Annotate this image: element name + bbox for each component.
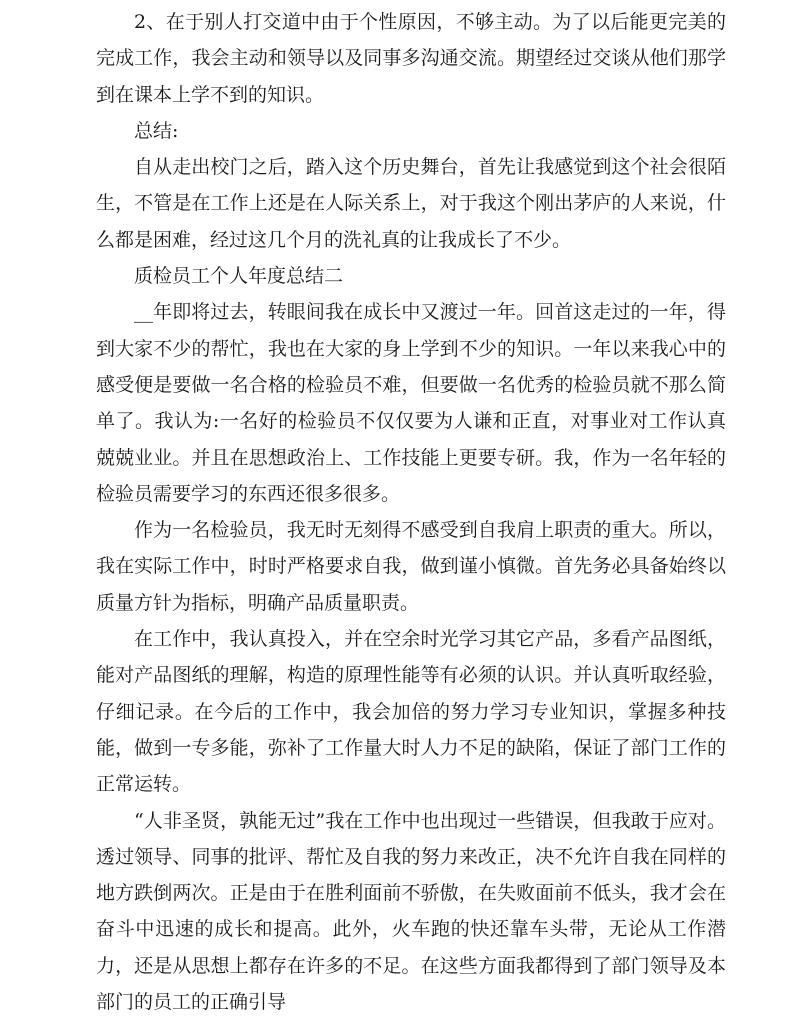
paragraph-year-intro: __年即将过去，转眼间我在成长中又渡过一年。回首这走过的一年，得到大家不少的帮忙，我也在大家的身上学到不少的知识。一年以来我心中的感受便是要做一名合格的检验员不难，但要做一名优秀的检验员就不那么简单了。我认为:一名好的检验员不仅仅要为人谦和正直，对事业对工作认真兢兢业业。并且在思想政治上、工作技能上更要专研。我，作为一名年轻的检验员需要学习的东西还很多很多。: [96, 301, 726, 505]
paragraph-responsibility: 作为一名检验员，我无时无刻得不感受到自我肩上职责的重大。所以，我在实际工作中，时时严格要求自我，做到谨小慎微。首先务必具备始终以质量方针为指标，明确产品质量职责。: [96, 519, 726, 614]
document-body: [96, 4, 726, 1020]
section-title: 质检员工个人年度总结二: [134, 265, 344, 288]
paragraph-improvement-item-2: 2、在于别人打交道中由于个性原因，不够主动。为了以后能更完美的完成工作，我会主动和领导以及同事多沟通交流。期望经过交谈从他们那学到在课本上学不到的知识。: [96, 11, 726, 106]
paragraph-mistakes: “人非圣贤，孰能无过”我在工作中也出现过一些错误，但我敢于应对。透过领导、同事的批评、帮忙及自我的努力来改正，决不允许自我在同样的地方跌倒两次。正是由于在胜利面前不骄傲，在失败面前不低头，我才会在奋斗中迅速的成长和提高。此外，火车跑的快还靠车头带，无论从工作潜力，还是从思想上都存在许多的不足。在这些方面我都得到了部门领导及本部门的员工的正确引导: [96, 809, 726, 1014]
paragraph-summary-body: 自从走出校门之后，踏入这个历史舞台，首先让我感觉到这个社会很陌生，不管是在工作上还是在人际关系上，对于我这个刚出茅庐的人来说，什么都是困难，经过这几个月的洗礼真的让我成长了不少。: [96, 156, 726, 251]
paragraph-work-learning: 在工作中，我认真投入，并在空余时光学习其它产品，多看产品图纸，能对产品图纸的理解，构造的原理性能等有必须的认识。并认真听取经验，仔细记录。在今后的工作中，我会加倍的努力学习专业知识，掌握多种技能，做到一专多能，弥补了工作量大时人力不足的缺陷，保证了部门工作的正常运转。: [96, 628, 726, 796]
paragraph-summary-heading: 总结:: [134, 119, 179, 142]
